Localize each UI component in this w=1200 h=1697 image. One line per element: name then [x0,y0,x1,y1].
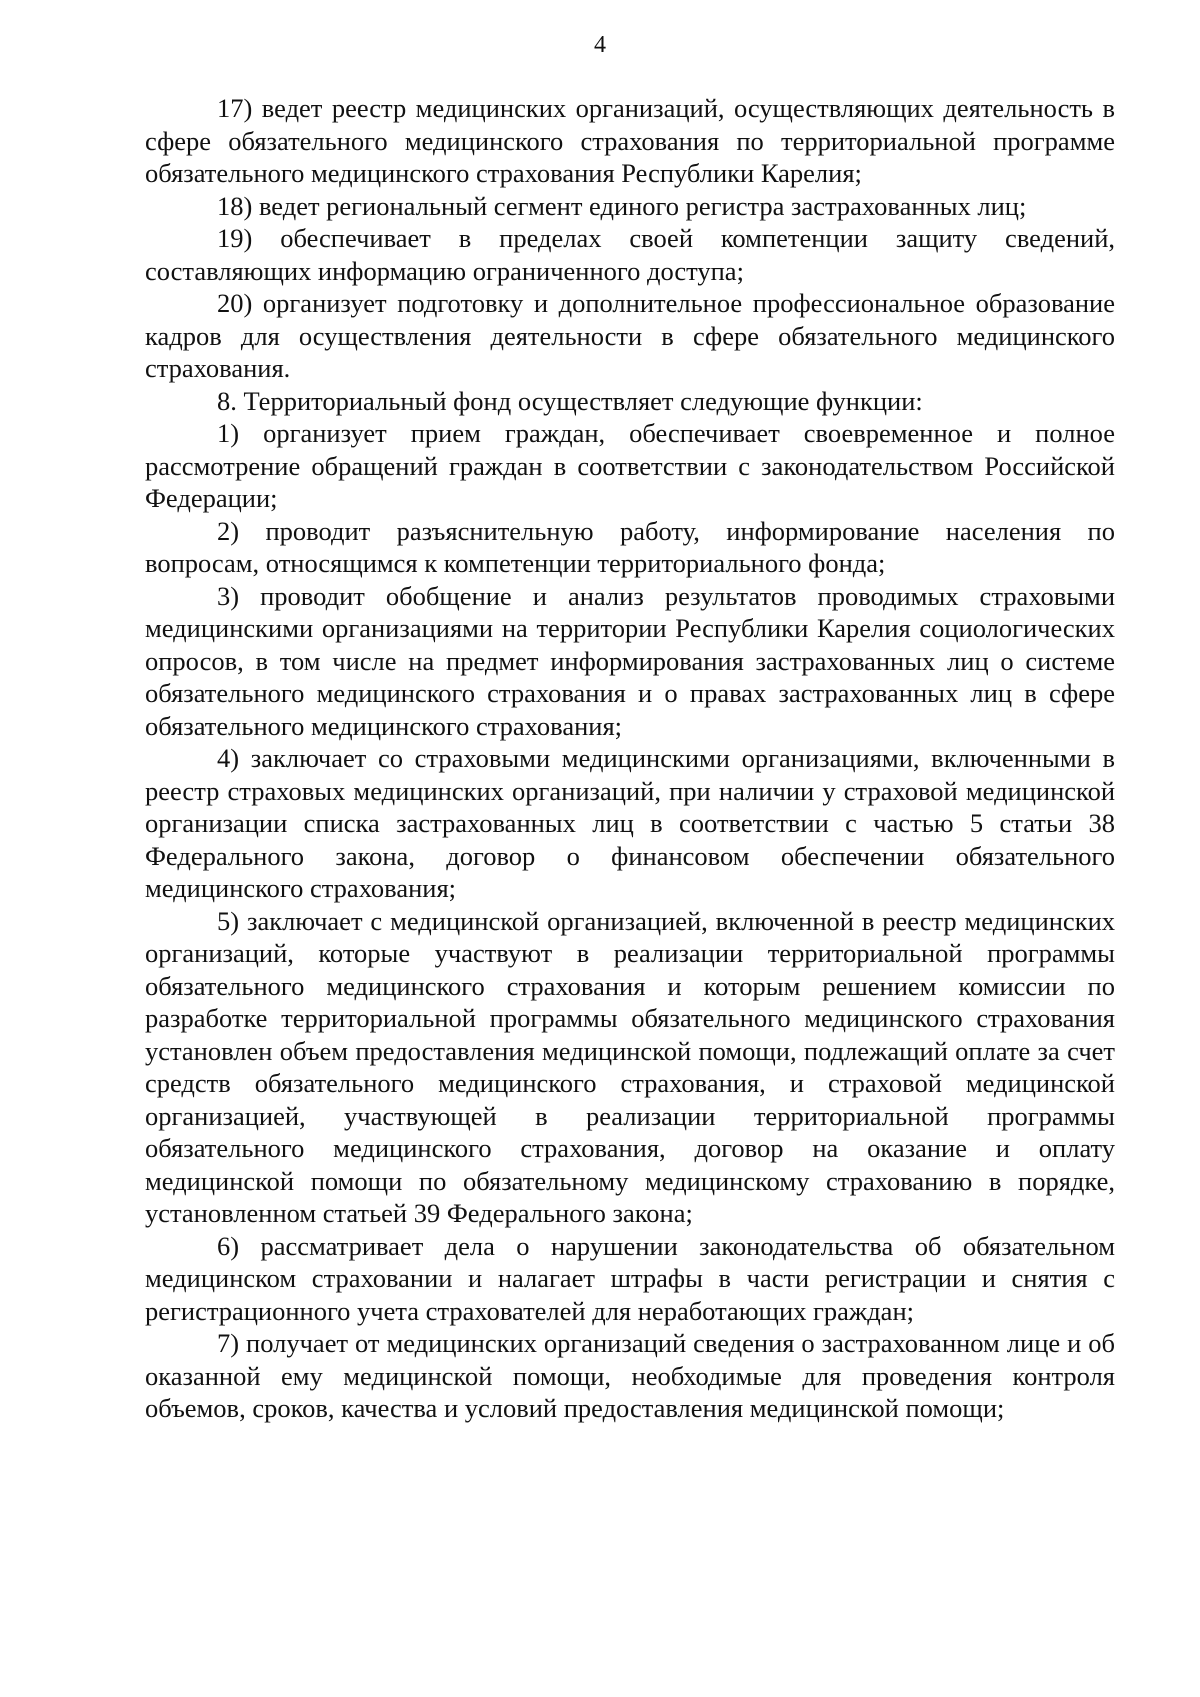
function-item-6: 6) рассматривает дела о нарушении законодательства об обязательном медицинском страховании и налагает штрафы в части регистрации и снятия с регистрационного учета страхователей для неработающих граждан; [145,1230,1115,1326]
paragraph-item-18: 18) ведет региональный сегмент единого регистра застрахованных лиц; [217,190,1027,221]
function-item-5: 5) заключает с медицинской организацией, включенной в реестр медицинских организаций, которые участвуют в реализации территориальной программы обязательного медицинского страхования и которым решением комиссии по разработке территориальной программы обязательного медицинского страхования установлен объем предоставления медицинской помощи, подлежащий оплате за счет средств обязательного медицинского страхования, и страховой медицинской организацией, участвующей в реализации территориальной программы обязательного медицинского страхования, договор на оказание и оплату медицинской помощи по обязательному медицинскому страхованию в порядке, установленном статьей 39 Федерального закона; [145,905,1115,1228]
function-item-3: 3) проводит обобщение и анализ результатов проводимых страховыми медицинскими организациями на территории Республики Карелия социологических опросов, в том числе на предмет информирования застрахованных лиц о системе обязательного медицинского страхования и о правах застрахованных лиц в сфере обязательного медицинского страхования; [145,580,1115,741]
paragraph-item-19: 19) обеспечивает в пределах своей компетенции защиту сведений, составляющих информацию ограниченного доступа; [145,223,1115,286]
paragraph-item-20: 20) организует подготовку и дополнительное профессиональное образование кадров для осуществления деятельности в сфере обязательного медицинского страхования. [145,288,1115,383]
function-item-7: 7) получает от медицинских организаций сведения о застрахованном лице и об оказанной ему медицинской помощи, необходимые для проведения контроля объемов, сроков, качества и условий предоставления медицинской помощи; [145,1328,1115,1423]
document-body [145,92,1115,1425]
function-item-4: 4) заключает со страховыми медицинскими организациями, включенными в реестр страховых медицинских организаций, при наличии у страховой медицинской организации списка застрахованных лиц в соответствии с частью 5 статьи 38 Федерального закона, договор о финансовом обеспечении обязательного медицинского страхования; [145,743,1115,903]
page-number: 4 [594,32,606,58]
paragraph-item-17: 17) ведет реестр медицинских организаций, осуществляющих деятельность в сфере обязательного медицинского страхования по территориальной программе обязательного медицинского страхования Республики Карелия; [145,93,1115,188]
section-8-heading: 8. Территориальный фонд осуществляет следующие функции: [217,385,923,416]
function-item-1: 1) организует прием граждан, обеспечивает своевременное и полное рассмотрение обращений граждан в соответствии с законодательством Российской Федерации; [145,418,1115,513]
function-item-2: 2) проводит разъяснительную работу, информирование населения по вопросам, относящимся к компетенции территориального фонда; [145,515,1115,578]
